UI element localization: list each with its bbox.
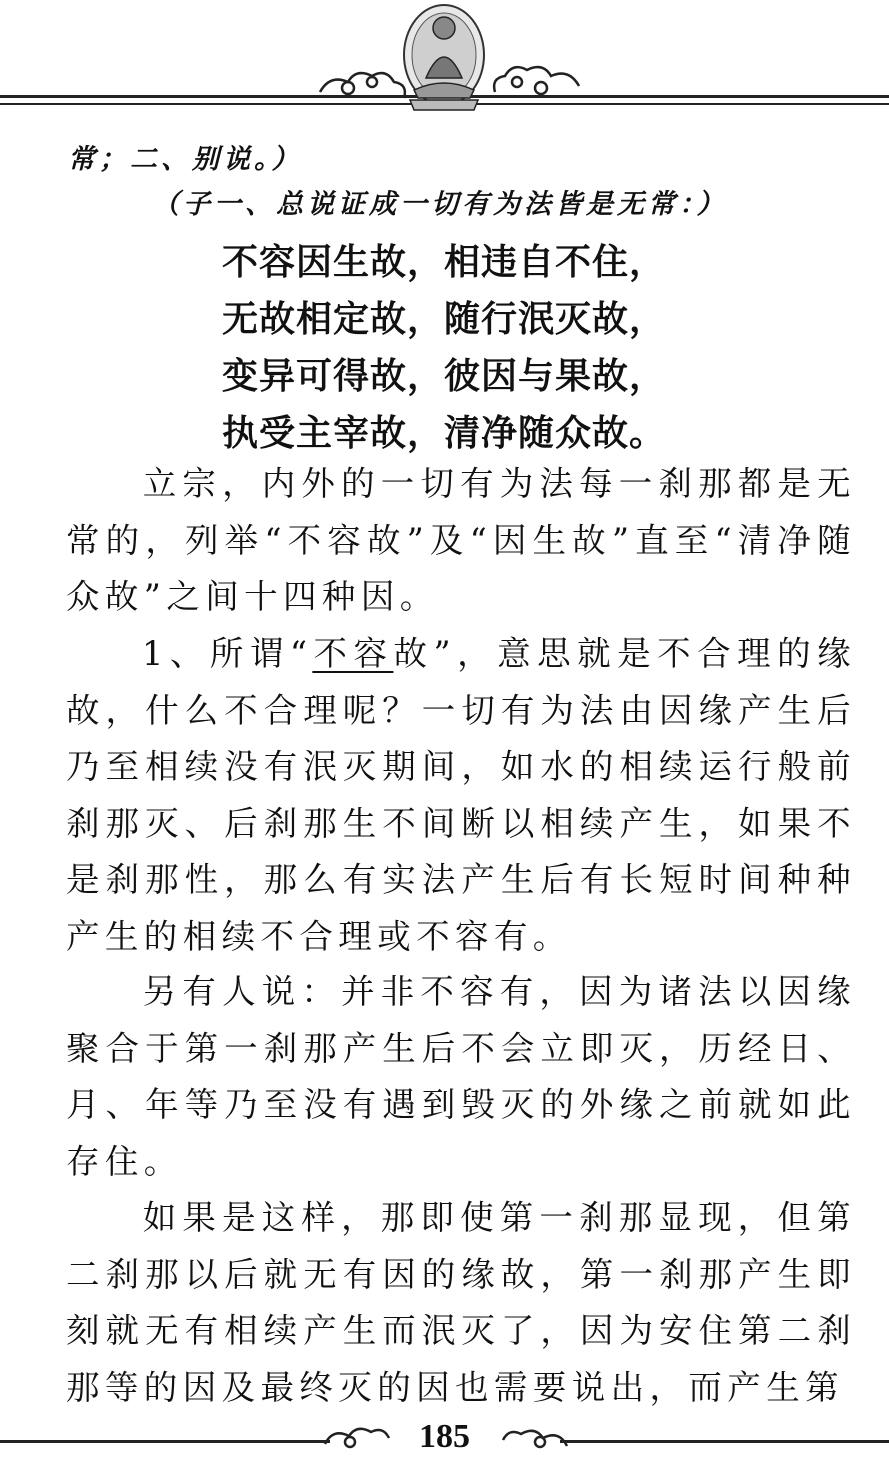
section-subhead-centered: （子一、总说证成一切有为法皆是无常：） [152,189,728,220]
body-paragraph [66,1190,856,1416]
paragraph-text: 另有人说：并非不容有，因为诸法以因缘聚合于第一刹那产生后不会立即灭，历经日、月、年等乃至没有遇到毁灭的外缘之前就如此存住。 [66,972,856,1181]
body-paragraph [66,456,856,626]
body-paragraph [66,964,856,1190]
verse-line: 执受主宰故，清净随众故。 [222,413,667,454]
paragraph-text: 故”，意思就是不合理的缘故，什么不合理呢？一切有为法由因缘产生后乃至相续没有泯灭期间，如水的相续运行般前刹那灭、后刹那生不间断以相续产生，如果不是刹那性，那么有实法产生后有长短时间种种产生的相续不合理或不容有。 [66,634,856,956]
verse-line: 变异可得故，彼因与果故， [222,356,667,397]
paragraph-text: 立宗，内外的一切有为法每一刹那都是无常的，列举“不容故”及“因生故”直至“清净随众故”之间十四种因。 [66,464,856,616]
page-number: 185 [419,1418,470,1455]
paragraph-text: 如果是这样，那即使第一刹那显现，但第二刹那以后就无有因的缘故，第一刹那产生即刻就无有相续产生而泯灭了，因为安住第二刹那等的因及最终灭的因也需要说出，而产生第 [66,1198,856,1407]
verse-line: 无故相定故，随行泯灭故， [222,299,667,340]
cloud-scroll-icon [320,73,405,98]
verse-line: 不容因生故，相违自不住， [222,242,667,283]
page-header-ornament [0,0,889,120]
underlined-term: 不容 [312,634,394,673]
header-svg [0,0,889,120]
body-paragraph [66,626,856,965]
cloud-scroll-icon [494,67,579,94]
section-subhead: 常；二、别说。） [68,144,303,175]
seated-buddha-icon [404,5,484,110]
paragraph-text: 1、所谓“ [142,634,313,673]
